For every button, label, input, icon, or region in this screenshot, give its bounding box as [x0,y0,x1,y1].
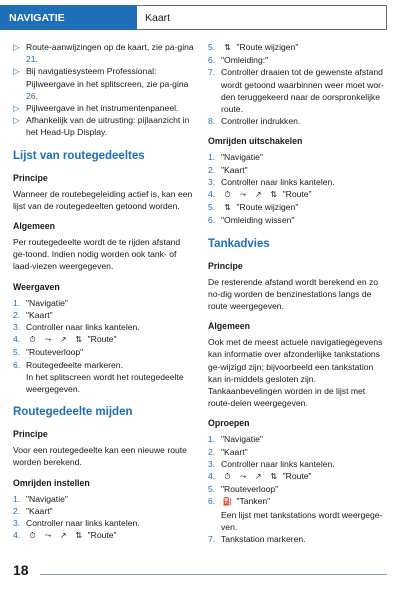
step-item: 3. Controller naar links kantelen. [208,176,335,187]
left-column [13,41,194,542]
step-item: 3. Controller naar links kantelen. [13,322,140,333]
step-item: 4. ⏱ ⤳ ↗ ⇅ "Route" [13,333,194,346]
route-icon: ⤳ [44,335,52,345]
step-item: 4. ⏱ ⤳ ↗ ⇅ "Route" [208,188,389,201]
subheading: Omrijden instellen [13,477,90,488]
timer-icon: ⏱ [29,531,36,541]
step-item: 6. Routegedeelte markeren. [13,359,123,370]
list-item: ▷ Afhankelijk van de uitrusting: pijlaanzicht in het Head-Up Display. [13,115,190,138]
map-arrow-icon: ↗ [59,335,67,345]
subheading: Algemeen [13,221,56,232]
page-number: 18 [13,562,29,578]
step-item: 5. "Routeverloop" [208,484,279,495]
paragraph: Per routegedeelte wordt de te rijden afstand ge-toond. Indien nodig worden ook tank- of laad-viezen weergegeven. [13,237,181,272]
step-item: 1. "Navigatie" [208,152,263,163]
subheading: Algemeen [208,321,251,332]
step-item: 8. Controller indrukken. [208,116,301,127]
section-title: Lijst van routegedeeltes [13,149,145,162]
timer-icon: ⏱ [224,472,231,482]
step-item: 7. Controller draaien tot de gewenste afstand wordt getoond waarbinnen weer moet wor-den teruggekeerd naar de oorspronkelijke route. [208,67,384,115]
step-item: 4. ⏱ ⤳ ↗ ⇅ "Route" [13,529,194,542]
page-header [0,0,416,30]
subheading: Principe [13,172,48,183]
step-continuation: In het splitscreen wordt het routegedeelte weergegeven. [26,371,184,395]
step-item: 1. "Navigatie" [13,493,68,504]
step-item: 2. "Kaart" [208,446,248,457]
triangle-bullet-icon: ▷ [13,42,20,52]
step-item: 2. "Kaart" [13,309,53,320]
section-title: Routegedeelte mijden [13,406,133,419]
list-item: ▷ Route-aanwijzingen op de kaart, zie pa-gina 21. [13,42,194,65]
timer-icon: ⏱ [224,190,231,200]
step-item: 2. "Kaart" [208,164,248,175]
paragraph: De resterende afstand wordt berekend en zo no-dig worden de benzinestations langs de route weergegeven. [208,276,379,312]
subheading: Weergaven [13,281,60,292]
list-item: ▷ Bij navigatiesysteem Professional: [13,66,157,77]
list-item-continuation: Pijlweergave in het splitscreen, zie pa-gina 26. [26,78,189,101]
paragraph: Ook met de meest actuele navigatiegegevens kan informatie over afzonderlijke tankstations ge-wijzigd zijn; bijvoorbeeld een tankstation kan in-middels gesloten zijn. [208,337,383,384]
step-item: 6. "Omleiding:" [208,55,269,66]
route-arrows-icon: ⇅ [75,531,83,541]
step-continuation: Een lijst met tankstations wordt weergege-ven. [221,509,383,532]
route-arrows-icon: ⇅ [224,203,231,213]
step-item: 6. "Omleiding wissen" [208,215,295,226]
right-column [208,41,389,545]
step-item: 5. ⇅ "Route wijzigen" [208,41,389,54]
paragraph: Voor een routegedeelte kan een nieuwe route worden berekend. [13,445,187,468]
step-item: 1. "Navigatie" [13,297,68,308]
map-arrow-icon: ↗ [254,472,262,482]
subheading: Principe [13,429,48,440]
triangle-bullet-icon: ▷ [13,66,20,77]
paragraph: Tankaanbevelingen worden in de lijst met route-delen weergegeven. [208,386,366,409]
map-arrow-icon: ↗ [254,190,262,200]
triangle-bullet-icon: ▷ [13,103,20,114]
route-arrows-icon: ⇅ [75,335,83,345]
route-arrows-icon: ⇅ [224,43,231,52]
step-item: 2. "Kaart" [13,505,53,516]
list-item: ▷ Pijlweergave in het instrumentenpaneel. [13,103,179,114]
chapter-title: Kaart [137,5,387,30]
route-icon: ⤳ [44,531,52,541]
step-item: 6. ⛽ "Tanken" [208,495,389,508]
route-arrows-icon: ⇅ [270,472,278,482]
section-tab: NAVIGATIE [0,5,137,30]
step-item: 1. "Navigatie" [208,434,263,445]
map-arrow-icon: ↗ [59,531,67,541]
step-item: 7. Tankstation markeren. [208,534,306,545]
route-icon: ⤳ [239,472,247,482]
step-item: 5. ⇅ "Route wijzigen" [208,201,389,214]
triangle-bullet-icon: ▷ [13,115,20,126]
step-item: 3. Controller naar links kantelen. [208,458,335,469]
paragraph: Wanneer de routebegeleiding actief is, kan een lijst van de routegedeelten getoond worden. [13,188,193,211]
route-arrows-icon: ⇅ [270,190,278,200]
page-link[interactable]: 21 [26,54,36,65]
timer-icon: ⏱ [29,335,36,345]
subheading: Omrijden uitschakelen [208,136,303,147]
section-title: Tankadvies [208,237,270,250]
footer-divider [40,574,387,575]
subheading: Oproepen [208,418,250,429]
page-link[interactable]: 26 [26,90,36,101]
step-item: 3. Controller naar links kantelen. [13,518,140,529]
step-item: 4. ⏱ ⤳ ↗ ⇅ "Route" [208,470,389,483]
fuel-pump-icon: ⛽ [222,497,233,507]
route-icon: ⤳ [239,190,247,200]
step-item: 5. "Routeverloop" [13,347,84,358]
subheading: Principe [208,260,243,271]
